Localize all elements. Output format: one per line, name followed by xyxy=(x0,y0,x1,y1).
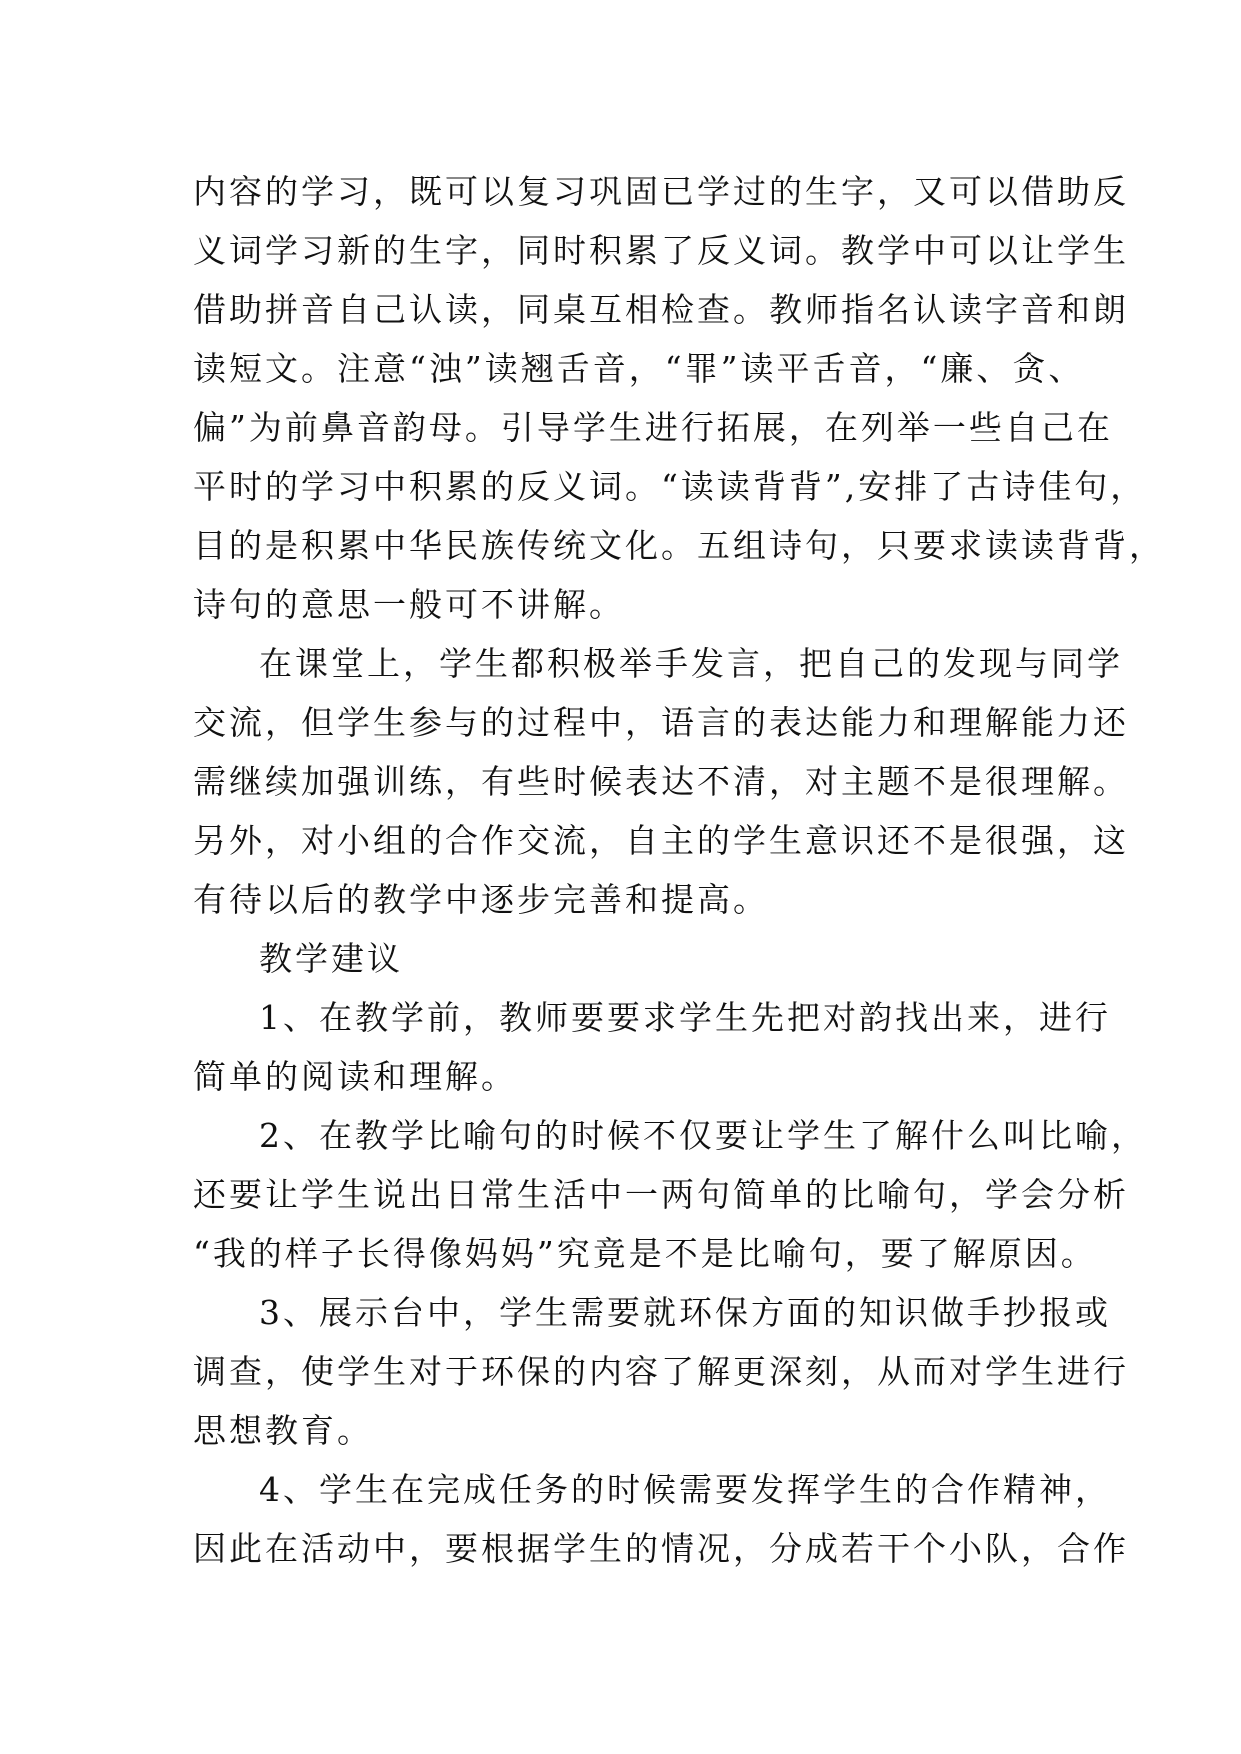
text-line: 交流，但学生参与的过程中，语言的表达能力和理解能力还 xyxy=(193,703,1129,742)
text-line: 义词学习新的生字，同时积累了反义词。教学中可以让学生 xyxy=(193,231,1129,270)
text-line: 有待以后的教学中逐步完善和提高。 xyxy=(193,880,769,919)
text-line: 诗句的意思一般可不讲解。 xyxy=(193,585,625,624)
paragraph xyxy=(193,1460,1129,1578)
paragraph xyxy=(193,1106,1147,1283)
text-line: “我的样子长得像妈妈”究竟是不是比喻句，要了解原因。 xyxy=(193,1234,1097,1273)
text-line: 目的是积累中华民族传统文化。五组诗句，只要求读读背背， xyxy=(193,526,1165,565)
text-line: 另外，对小组的合作交流，自主的学生意识还不是很强，这 xyxy=(193,821,1129,860)
text-line: 2、在教学比喻句的时候不仅要让学生了解什么叫比喻， xyxy=(259,1116,1147,1155)
paragraph xyxy=(193,1283,1129,1460)
paragraph xyxy=(193,634,1129,929)
paragraph xyxy=(193,162,1165,634)
text-line: 4、学生在完成任务的时候需要发挥学生的合作精神， xyxy=(259,1470,1111,1509)
text-line: 读短文。注意“浊”读翘舌音，“罪”读平舌音，“廉、贪、 xyxy=(193,349,1085,388)
text-line: 调查，使学生对于环保的内容了解更深刻，从而对学生进行 xyxy=(193,1352,1129,1391)
text-line: 偏”为前鼻音韵母。引导学生进行拓展，在列举一些自己在 xyxy=(193,408,1113,447)
text-line: 简单的阅读和理解。 xyxy=(193,1057,517,1096)
document-body xyxy=(193,162,1165,1578)
text-line: 需继续加强训练，有些时候表达不清，对主题不是很理解。 xyxy=(193,762,1129,801)
text-line: 在课堂上，学生都积极举手发言，把自己的发现与同学 xyxy=(259,644,1123,683)
paragraph xyxy=(193,929,1053,988)
text-line: 还要让学生说出日常生活中一两句简单的比喻句，学会分析 xyxy=(193,1175,1129,1214)
text-line: 因此在活动中，要根据学生的情况，分成若干个小队，合作 xyxy=(193,1529,1129,1568)
text-line: 思想教育。 xyxy=(193,1411,373,1450)
text-line: 教学建议 xyxy=(259,939,403,978)
text-line: 借助拼音自己认读，同桌互相检查。教师指名认读字音和朗 xyxy=(193,290,1129,329)
paragraph xyxy=(193,988,1111,1106)
text-line: 内容的学习，既可以复习巩固已学过的生字，又可以借助反 xyxy=(193,172,1129,211)
text-line: 1、在教学前，教师要要求学生先把对韵找出来，进行 xyxy=(259,998,1111,1037)
text-line: 平时的学习中积累的反义词。“读读背背”,安排了古诗佳句， xyxy=(193,467,1147,506)
text-line: 3、展示台中，学生需要就环保方面的知识做手抄报或 xyxy=(259,1293,1111,1332)
